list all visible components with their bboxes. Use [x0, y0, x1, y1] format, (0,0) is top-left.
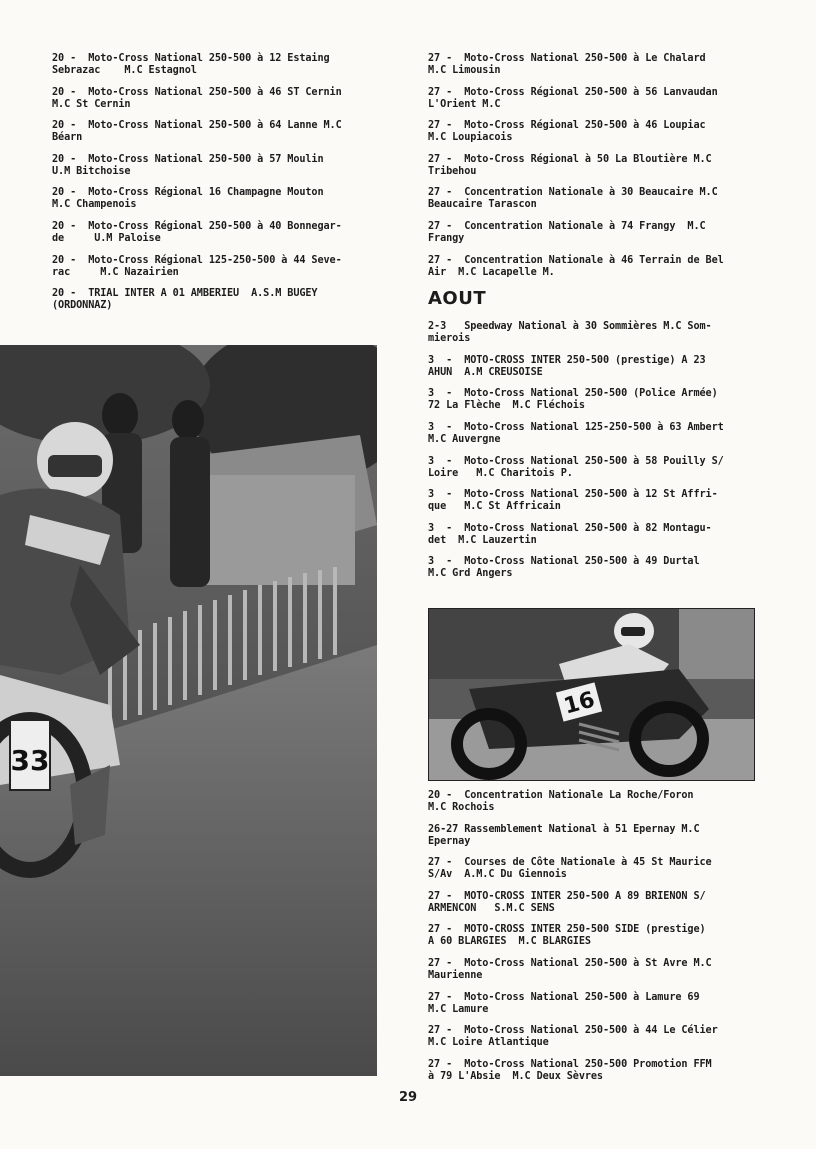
event-entry: 3 - Moto-Cross National 250-500 à 49 Durtal M.C Grd Angers — [428, 556, 700, 580]
page-number: 29 — [398, 1090, 418, 1105]
event-entry: 20 - Moto-Cross National 250-500 à 12 Estaing Sebrazac M.C Estagnol — [52, 53, 330, 76]
event-entry: 27 - MOTO-CROSS INTER 250-500 A 89 BRIENON S/ ARMENCON S.M.C SENS — [428, 890, 706, 914]
event-entry: 20 - Moto-Cross National 250-500 à 46 ST Cernin M.C St Cernin — [52, 86, 342, 110]
event-entry: 27 - Moto-Cross National 250-500 à 44 Le Célier M.C Loire Atlantique — [428, 1025, 718, 1049]
event-entry: 20 - Moto-Cross Régional 250-500 à 40 Bonnegar- de U.M Paloise — [52, 220, 342, 244]
event-entry: 20 - Moto-Cross Régional 16 Champagne Mouton M.C Champenois — [52, 187, 324, 211]
event-entry: 20 - TRIAL INTER A 01 AMBERIEU A.S.M BUGEY (ORDONNAZ) — [52, 288, 318, 312]
event-entry: 20 - Moto-Cross National 250-500 à 57 Moulin U.M Bitchoise — [52, 153, 324, 177]
event-entry: 27 - Moto-Cross National 250-500 à St Avre M.C Maurienne — [428, 957, 712, 981]
event-entry: 3 - Moto-Cross National 125-250-500 à 63 Ambert M.C Auvergne — [428, 421, 724, 445]
event-entry: 27 - Moto-Cross National 250-500 Promotion FFM à 79 L'Absie M.C Deux Sèvres — [428, 1058, 712, 1082]
bike-number: 33 — [10, 744, 50, 777]
event-entry: 27 - MOTO-CROSS INTER 250-500 SIDE (prestige) A 60 BLARGIES M.C BLARGIES — [428, 924, 706, 948]
event-entry: 27 - Concentration Nationale à 74 Frangy M.C Frangy — [428, 220, 706, 244]
event-entry: 27 - Moto-Cross Régional 250-500 à 46 Loupiac M.C Loupiacois — [428, 120, 706, 144]
event-entry: 26-27 Rassemblement National à 51 Epernay M.C Epernay — [428, 823, 700, 847]
event-entry: 27 - Concentration Nationale à 46 Terrain de Bel Air M.C Lacapelle M. — [428, 254, 724, 278]
motocross-photo — [0, 345, 377, 1076]
section-title: AOUT — [428, 288, 487, 310]
event-entry: 27 - Moto-Cross National 250-500 à Le Chalard M.C Limousin — [428, 53, 706, 76]
event-entry: 20 - Moto-Cross National 250-500 à 64 Lanne M.C Béarn — [52, 120, 342, 144]
event-entry: 3 - Moto-Cross National 250-500 à 58 Pouilly S/ Loire M.C Charitois P. — [428, 455, 724, 479]
event-entry: 27 - Courses de Côte Nationale à 45 St Maurice S/Av A.M.C Du Giennois — [428, 857, 712, 881]
event-entry: 27 - Moto-Cross National 250-500 à Lamure 69 M.C Lamure — [428, 991, 700, 1015]
event-entry: 3 - MOTO-CROSS INTER 250-500 (prestige) A 23 AHUN A.M CREUSOISE — [428, 354, 706, 378]
right-column — [428, 53, 772, 590]
event-entry: 20 - Moto-Cross Régional 125-250-500 à 44 Seve- rac M.C Nazairien — [52, 254, 342, 278]
event-entry: 27 - Moto-Cross Régional 250-500 à 56 Lanvaudan L'Orient M.C — [428, 86, 718, 110]
event-entry: 27 - Concentration Nationale à 30 Beaucaire M.C Beaucaire Tarascon — [428, 187, 718, 211]
event-entry: 3 - Moto-Cross National 250-500 (Police Armée) 72 La Flèche M.C Fléchois — [428, 388, 718, 412]
left-column — [52, 53, 388, 322]
bike-number: 16 — [561, 687, 598, 720]
right-column-bottom — [428, 790, 772, 1092]
event-entry: 27 - Moto-Cross Régional à 50 La Bloutière M.C Tribehou — [428, 153, 712, 177]
event-entry: 3 - Moto-Cross National 250-500 à 82 Montagu- det M.C Lauzertin — [428, 522, 712, 546]
event-entry: 3 - Moto-Cross National 250-500 à 12 St Affri- que M.C St Affricain — [428, 489, 718, 513]
event-entry: 20 - Concentration Nationale La Roche/Foron M.C Rochois — [428, 790, 694, 813]
event-entry: 2-3 Speedway National à 30 Sommières M.C Som- mierois — [428, 321, 712, 345]
road-racing-photo — [428, 608, 755, 781]
